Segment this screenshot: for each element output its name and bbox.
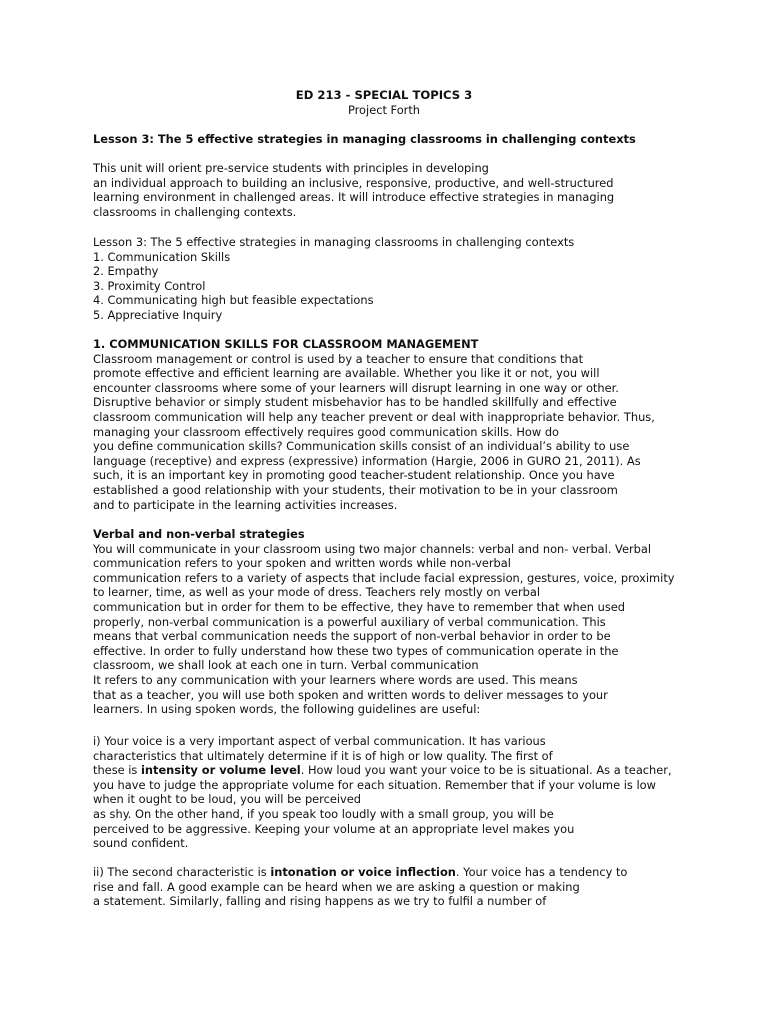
- paragraph-line: means that verbal communication needs the support of non-verbal behavior in order to be: [93, 629, 611, 644]
- paragraph-line: sound confident.: [93, 836, 189, 851]
- paragraph-line: properly, non-verbal communication is a powerful auxiliary of verbal communication. This: [93, 614, 606, 629]
- paragraph-intonation: [93, 865, 683, 909]
- inline-text: ii) The second characteristic is: [93, 865, 271, 879]
- strategy-list-heading: Lesson 3: The 5 effective strategies in managing classrooms in challenging contexts: [93, 235, 575, 249]
- inline-text: these is: [93, 763, 141, 778]
- paragraph-line: language (receptive) and express (expressive) information (Hargie, 2006 in GURO 21, 2011). As: [93, 453, 641, 468]
- intro-line: This unit will orient pre-service students with principles in developing: [93, 161, 489, 175]
- intro-line: classrooms in challenging contexts.: [93, 204, 297, 219]
- paragraph-line: characteristics that ultimately determine if it is of high or low quality. The first of: [93, 748, 553, 763]
- paragraph-line: rise and fall. A good example can be heard when we are asking a question or making: [93, 879, 580, 894]
- paragraph-line: i) Your voice is a very important aspect of verbal communication. It has various: [93, 734, 546, 748]
- paragraph-line: learners. In using spoken words, the following guidelines are useful:: [93, 702, 481, 717]
- paragraph-line: to learner, time, as well as your mode of dress. Teachers rely mostly on verbal: [93, 585, 541, 600]
- paragraph-line: communication but in order for them to be effective, they have to remember that when used: [93, 599, 625, 614]
- document-subtitle: Project Forth: [347, 103, 421, 117]
- paragraph-line: Classroom management or control is used by a teacher to ensure that conditions that: [93, 351, 584, 366]
- document-title: ED 213 - SPECIAL TOPICS 3: [295, 88, 473, 102]
- paragraph-line: managing your classroom effectively requires good communication skills. How do: [93, 424, 560, 439]
- section-verbal-nonverbal: [93, 527, 683, 717]
- strategy-list: [93, 235, 683, 323]
- section-heading: 1. COMMUNICATION SKILLS FOR CLASSROOM MANAGEMENT: [93, 337, 479, 351]
- paragraph-line: classroom, we shall look at each one in turn. Verbal communication: [93, 658, 479, 673]
- paragraph-line: perceived to be aggressive. Keeping your volume at an appropriate level makes you: [93, 821, 575, 836]
- inline-text: . How loud you want your voice to be is situational. As a teacher,: [300, 763, 672, 778]
- paragraph-line: and to participate in the learning activities increases.: [93, 497, 398, 512]
- paragraph-line: when it ought to be loud, you will be perceived: [93, 792, 362, 807]
- paragraph-line: such, it is an important key in promoting good teacher-student relationship. Once you have: [93, 468, 615, 483]
- emphasis-text: intensity or volume level: [140, 763, 301, 778]
- paragraph-voice-intensity: [93, 734, 683, 851]
- section-communication-skills: [93, 337, 683, 512]
- paragraph-line: You will communicate in your classroom using two major channels: verbal and non- verbal. Verbal: [93, 541, 652, 556]
- list-item: 1. Communication Skills: [93, 249, 231, 264]
- paragraph-line: communication refers to your spoken and written words while non-verbal: [93, 556, 511, 571]
- paragraph-line: established a good relationship with your students, their motivation to be in your classroom: [93, 482, 618, 497]
- paragraph-line: Disruptive behavior or simply student misbehavior has to be handled skillfully and effective: [93, 395, 617, 410]
- section-heading: Verbal and non-verbal strategies: [93, 527, 305, 541]
- list-item: 3. Proximity Control: [93, 278, 206, 293]
- paragraph-line: promote effective and efficient learning are available. Whether you like it or not, you will: [93, 366, 600, 381]
- paragraph-line: encounter classrooms where some of your learners will disrupt learning in one way or other.: [93, 380, 619, 395]
- lesson-heading: Lesson 3: The 5 effective strategies in managing classrooms in challenging contexts: [93, 132, 636, 146]
- paragraph-line: effective. In order to fully understand how these two types of communication operate in the: [93, 643, 619, 658]
- paragraph-line: [93, 865, 683, 880]
- paragraph-line: you define communication skills? Communication skills consist of an individual’s ability to use: [93, 439, 630, 454]
- paragraph-line: [93, 763, 683, 778]
- intro-line: learning environment in challenged areas. It will introduce effective strategies in managing: [93, 190, 615, 205]
- list-item: 2. Empathy: [93, 264, 159, 279]
- paragraph-line: communication refers to a variety of aspects that include facial expression, gestures, voice, proximity: [93, 570, 675, 585]
- paragraph-line: as shy. On the other hand, if you speak too loudly with a small group, you will be: [93, 806, 554, 821]
- paragraph-line: that as a teacher, you will use both spoken and written words to deliver messages to your: [93, 687, 608, 702]
- list-item: 4. Communicating high but feasible expectations: [93, 293, 374, 308]
- list-item: 5. Appreciative Inquiry: [93, 307, 223, 322]
- paragraph-line: a statement. Similarly, falling and rising happens as we try to fulfil a number of: [93, 894, 547, 909]
- intro-paragraph: [93, 161, 683, 219]
- emphasis-text: intonation or voice inflection: [270, 865, 456, 879]
- intro-line: an individual approach to building an inclusive, responsive, productive, and well-structured: [93, 175, 614, 190]
- paragraph-line: you have to judge the appropriate volume for each situation. Remember that if your volume is low: [93, 777, 656, 792]
- paragraph-line: It refers to any communication with your learners where words are used. This means: [93, 672, 578, 687]
- inline-text: . Your voice has a tendency to: [455, 865, 628, 879]
- paragraph-line: classroom communication will help any teacher prevent or deal with inappropriate behavior. Thus,: [93, 409, 655, 424]
